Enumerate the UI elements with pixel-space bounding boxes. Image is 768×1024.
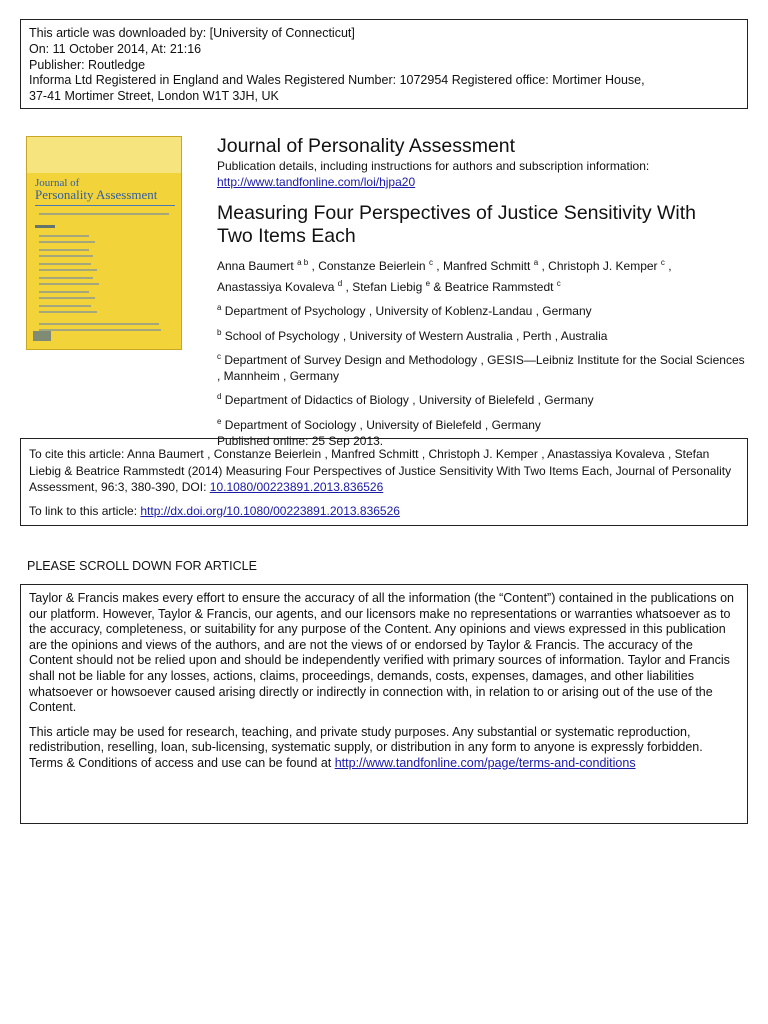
affiliation-item	[217, 389, 748, 409]
journal-url-link[interactable]: http://www.tandfonline.com/loi/hjpa20	[217, 175, 416, 189]
author-separator: ,	[342, 280, 353, 294]
author-affiliation-mark: d	[337, 279, 343, 288]
cover-title-line2: Personality Assessment	[35, 187, 158, 202]
author-name: Manfred Schmitt	[442, 259, 531, 273]
journal-cover-image	[26, 136, 182, 350]
cover-publisher-mark	[33, 331, 51, 341]
affiliation-mark: e	[217, 416, 222, 426]
doi-link[interactable]: 10.1080/00223891.2013.836526	[209, 480, 384, 494]
author-affiliation-mark: e	[425, 279, 431, 288]
author-affiliation-mark: c	[556, 279, 561, 288]
affiliation-mark: c	[217, 352, 221, 361]
cover-text-line	[39, 297, 95, 299]
author-name: Stefan Liebig	[352, 280, 423, 294]
author-name: Anastassiya Kovaleva	[217, 280, 335, 294]
article-link[interactable]: http://dx.doi.org/10.1080/00223891.2013.836526	[140, 503, 400, 518]
author-separator: ,	[538, 259, 549, 273]
citation-text: To cite this article: Anna Baumert , Constanze Beierlein , Manfred Schmitt , Christoph J. Kemper , Anastassiya Kovaleva , Stefan Liebig & Beatrice Rammstedt (2014) Measuring Four Perspectives of Justice Sensitivity With Two Items Each, Journal of Personality Assessment, 96:3, 380-390, DOI:	[29, 447, 732, 494]
cover-text-line	[39, 263, 91, 265]
affiliation-item	[217, 325, 748, 345]
author-affiliation-mark: c	[428, 258, 433, 267]
affiliation-mark: d	[217, 392, 222, 401]
cover-text-line	[39, 323, 159, 325]
author-name: Constanze Beierlein	[318, 259, 426, 273]
cover-text-line	[39, 277, 93, 279]
affiliation-text: Department of Didactics of Biology , University of Bielefeld , Germany	[224, 393, 594, 407]
cover-marker	[35, 225, 55, 228]
citation-box	[20, 438, 748, 526]
usage-text: This article may be used for research, teaching, and private study purposes. Any substantial or systematic reproduction, redistribution, reselling, loan, sub-licensing, systematic supply, or distribution in any form to anyone is expressly forbidden. Terms & Conditions of access and use can be found at	[29, 724, 703, 770]
registration-line: Informa Ltd Registered in England and Wales Registered Number: 1072954 Registered office: Mortimer House,	[29, 73, 645, 88]
cover-title	[35, 177, 157, 201]
journal-title: Journal of Personality Assessment	[217, 135, 516, 157]
author-list	[217, 254, 748, 296]
download-notice-line: This article was downloaded by: [University of Connecticut]	[29, 26, 355, 40]
affiliation-item	[217, 300, 748, 320]
cover-text-line	[39, 269, 97, 271]
author-name: Christoph J. Kemper	[548, 259, 658, 273]
publisher-line: Publisher: Routledge	[29, 57, 146, 72]
disclaimer-paragraph: Taylor & Francis makes every effort to ensure the accuracy of all the information (the “Content”) contained in the publications on our platform. However, Taylor & Francis, our agents, and our licensors make no representations or warranties whatsoever as to the accuracy, completeness, or suitability for any purpose of the Content. Any opinions and views expressed in this publication are the opinions and views of the authors, and are not the views of or endorsed by Taylor & Francis. The accuracy of the Content should not be relied upon and should be independently verified with primary sources of information. Taylor and Francis shall not be liable for any losses, actions, claims, proceedings, demands, costs, expenses, damages, and other liabilities whatsoever or howsoever caused arising directly or indirectly in connection with, in relation to or arising out of the use of the Content.	[29, 591, 734, 715]
download-notice-box	[20, 19, 748, 109]
affiliation-text: School of Psychology , University of Western Australia , Perth , Australia	[224, 328, 608, 343]
affiliation-text: Department of Survey Design and Methodology , GESIS—Leibniz Institute for the Social Sciences , Mannheim , Germany	[217, 353, 745, 383]
cover-text-line	[39, 235, 89, 237]
cover-text-line	[39, 213, 169, 215]
publication-details: Publication details, including instructions for authors and subscription information:	[217, 159, 650, 173]
cover-text-line	[39, 311, 97, 313]
author-separator: ,	[432, 259, 443, 273]
article-title-line2: Two Items Each	[217, 225, 356, 247]
cover-text-line	[39, 241, 95, 243]
cover-text-line	[39, 249, 89, 251]
link-line	[29, 503, 739, 520]
cover-text-line	[39, 283, 99, 285]
cover-text-line	[39, 291, 89, 293]
cover-text-line	[39, 305, 91, 307]
author-affiliation-mark: a b	[297, 258, 309, 267]
scroll-down-note: PLEASE SCROLL DOWN FOR ARTICLE	[27, 559, 257, 573]
cover-top-band	[27, 137, 181, 173]
affiliation-item	[217, 349, 748, 384]
citation-text-block	[29, 446, 739, 496]
affiliation-text: Department of Psychology , University of Koblenz-Landau , Germany	[224, 304, 592, 318]
author-name: Beatrice Rammstedt	[444, 280, 554, 294]
link-label: To link to this article:	[29, 503, 141, 518]
affiliation-text: Department of Sociology , University of Bielefeld , Germany	[224, 417, 541, 432]
author-separator: ,	[664, 259, 672, 273]
cover-rule	[35, 205, 175, 206]
author-name: Anna Baumert	[217, 259, 294, 273]
author-affiliation-mark: a	[533, 258, 539, 267]
usage-paragraph	[29, 725, 739, 772]
affiliation-item	[217, 414, 748, 434]
affiliation-list	[217, 300, 748, 433]
author-separator: &	[430, 280, 445, 294]
download-date-line: On: 11 October 2014, At: 21:16	[29, 41, 202, 56]
published-date: Published online: 25 Sep 2013.	[217, 434, 384, 448]
cover-text-line	[39, 255, 93, 257]
article-metadata	[217, 134, 748, 449]
disclaimer-box	[20, 584, 748, 824]
author-separator: ,	[308, 259, 319, 273]
address-line: 37-41 Mortimer Street, London W1T 3JH, UK	[29, 89, 279, 104]
affiliation-mark: b	[217, 327, 222, 337]
author-affiliation-mark: c	[660, 258, 665, 267]
affiliation-mark: a	[217, 303, 222, 312]
article-title	[217, 202, 748, 248]
cover-text-line	[39, 329, 161, 331]
terms-link[interactable]: http://www.tandfonline.com/page/terms-and-conditions	[334, 755, 636, 770]
cover-title-line1: Journal of	[35, 177, 80, 189]
article-title-line1: Measuring Four Perspectives of Justice Sensitivity With	[217, 202, 697, 224]
